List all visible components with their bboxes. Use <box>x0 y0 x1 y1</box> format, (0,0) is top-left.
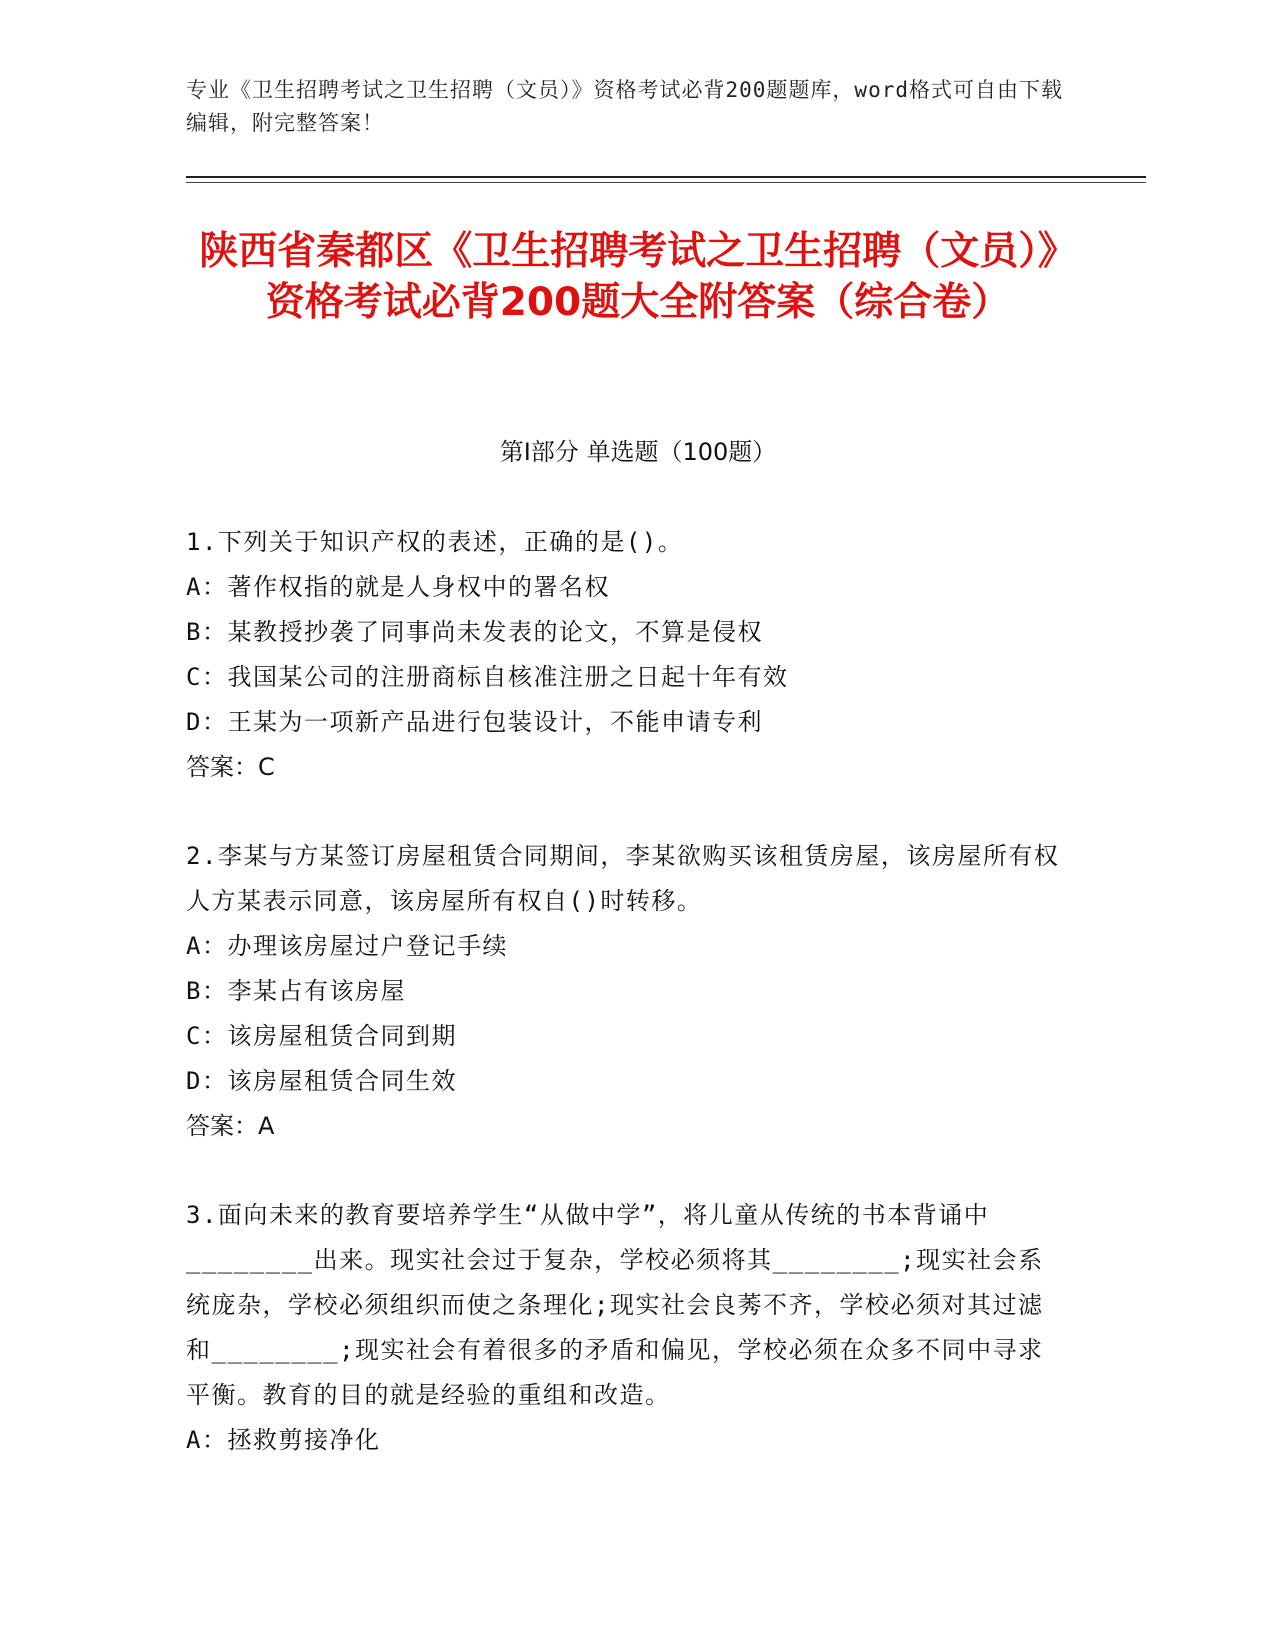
question-3 <box>186 1193 1066 1463</box>
answer-key: 答案：A <box>186 1112 275 1140</box>
question-stem: 2.李某与方某签订房屋租赁合同期间，李某欲购买该租赁房屋，该房屋所有权人方某表示同意，该房屋所有权自()时转移。 <box>186 842 1060 915</box>
question-2 <box>186 834 1066 1149</box>
question-1 <box>186 520 1066 790</box>
option-c: C：我国某公司的注册商标自核准注册之日起十年有效 <box>186 663 789 691</box>
question-stem: 1.下列关于知识产权的表述，正确的是()。 <box>186 528 684 556</box>
option-b: B：某教授抄袭了同事尚未发表的论文，不算是侵权 <box>186 618 763 646</box>
option-d: D：王某为一项新产品进行包装设计，不能申请专利 <box>186 708 763 736</box>
header-divider-thin <box>186 182 1146 183</box>
header-note: 专业《卫生招聘考试之卫生招聘（文员）》资格考试必背200题题库，word格式可自由下载编辑，附完整答案！ <box>186 78 1063 135</box>
answer-key: 答案：C <box>186 753 275 781</box>
option-b: B：李某占有该房屋 <box>186 977 406 1005</box>
question-list <box>186 520 1066 1507</box>
document-title: 陕西省秦都区《卫生招聘考试之卫生招聘（文员）》资格考试必背200题大全附答案（综合卷） <box>199 229 1077 325</box>
question-stem: 3.面向未来的教育要培养学生“从做中学”，将儿童从传统的书本背诵中________出来。现实社会过于复杂，学校必须将其________;现实社会系统庞杂，学校必须组织而使之条理化;现实社会良莠不齐，学校必须对其过滤和________;现实社会有着很多的矛盾和偏见，学校必须在众多不同中寻求平衡。教育的目的就是经验的重组和改造。 <box>186 1201 1044 1409</box>
option-a: A：著作权指的就是人身权中的署名权 <box>186 573 610 601</box>
option-a: A：办理该房屋过户登记手续 <box>186 932 508 960</box>
option-d: D：该房屋租赁合同生效 <box>186 1067 457 1095</box>
option-a: A：拯救剪接净化 <box>186 1426 381 1454</box>
option-c: C：该房屋租赁合同到期 <box>186 1022 457 1050</box>
section-title: 第Ⅰ部分 单选题（100题） <box>499 438 777 466</box>
header-divider-thick <box>186 176 1146 178</box>
